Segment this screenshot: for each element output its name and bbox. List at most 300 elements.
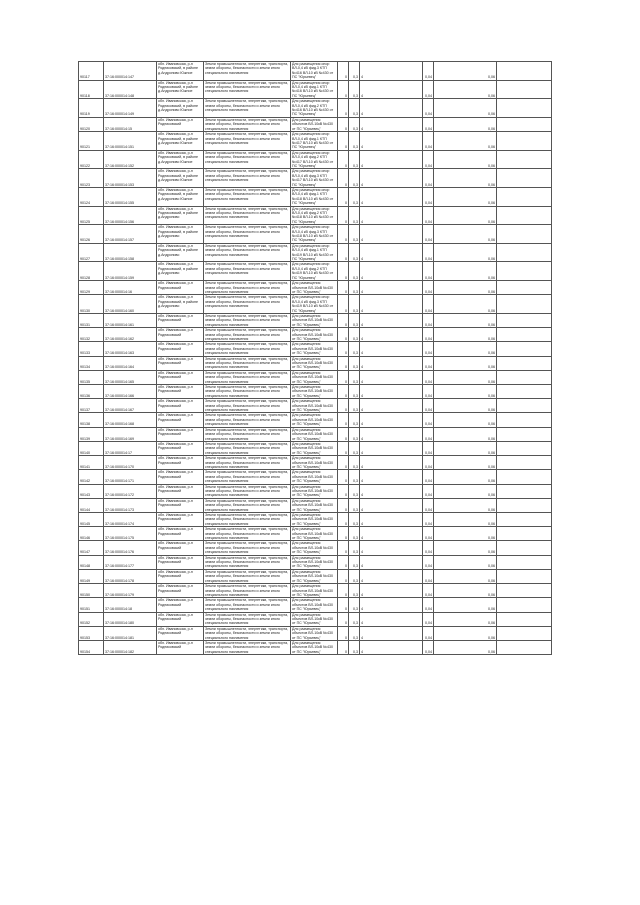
value-a-cell: 0 xyxy=(338,328,349,342)
purpose-cell: Для размещения объектов ВЛ-10кВ №430 от ПС "Юрьевец" xyxy=(291,281,338,295)
land-category-cell: Земли промышленности, энергетики, транспорта, земли обороны, безопасности и земли иного специального назначения xyxy=(204,342,291,356)
value-b-cell: 0,3 xyxy=(349,328,360,342)
value-d-cell: 0,04 xyxy=(423,498,434,512)
value-b-cell: 0,3 xyxy=(349,342,360,356)
blank-cell xyxy=(497,206,552,225)
cadastral-number-cell: 37:16:000014:176 xyxy=(104,541,157,555)
value-e-cell: 0,06 xyxy=(434,328,497,342)
cadastral-number-cell: 37:16:000014:164 xyxy=(104,356,157,370)
value-e-cell: 0,06 xyxy=(434,187,497,206)
purpose-cell: Для размещения опор ВЛ-0,4 кВ фид.2 КТП №419 ВЛ-10 кВ №430 от ПС "Юрьевец" xyxy=(291,262,338,281)
cadastral-number-cell: 37:16:000014:175 xyxy=(104,527,157,541)
value-b-cell: 0,3 xyxy=(349,612,360,626)
value-d-cell: 0,04 xyxy=(423,598,434,612)
blank-cell xyxy=(497,225,552,244)
value-b-cell: 0,3 xyxy=(349,527,360,541)
purpose-cell: Для размещения объектов ВЛ-10кВ №430 от ПС "Юрьевец" xyxy=(291,527,338,541)
land-category-cell: Земли промышленности, энергетики, транспорта, земли обороны, безопасности и земли иного специального назначения xyxy=(204,206,291,225)
value-e-cell: 0,06 xyxy=(434,150,497,169)
value-e-cell: 0,06 xyxy=(434,598,497,612)
purpose-cell: Для размещения объектов ВЛ-10кВ №430 от ПС "Юрьевец" xyxy=(291,598,338,612)
value-a-cell: 0 xyxy=(338,527,349,541)
row-number-cell: 90141 xyxy=(79,456,104,470)
value-c-cell: 4 xyxy=(360,385,423,399)
row-number-cell: 90144 xyxy=(79,498,104,512)
cadastral-number-cell: 37:16:000014:155 xyxy=(104,187,157,206)
land-category-cell: Земли промышленности, энергетики, транспорта, земли обороны, безопасности и земли иного специального назначения xyxy=(204,328,291,342)
cadastral-number-cell: 37:16:000014:170 xyxy=(104,456,157,470)
blank-cell xyxy=(497,169,552,188)
value-e-cell: 0,06 xyxy=(434,342,497,356)
value-c-cell: 4 xyxy=(360,569,423,583)
row-number-cell: 90139 xyxy=(79,427,104,441)
land-category-cell: Земли промышленности, энергетики, транспорта, земли обороны, безопасности и земли иного специального назначения xyxy=(204,612,291,626)
blank-cell xyxy=(497,80,552,99)
value-c-cell: 4 xyxy=(360,281,423,295)
cadastral-number-cell: 37:16:000014:153 xyxy=(104,169,157,188)
row-number-cell: 90137 xyxy=(79,399,104,413)
value-b-cell: 0,3 xyxy=(349,62,360,81)
table-row xyxy=(79,370,552,384)
purpose-cell: Для размещения опор ВЛ-0,4 кВ фид.1 КТП №417 ВЛ-10 кВ №430 от ПС "Юрьевец" xyxy=(291,132,338,151)
value-a-cell: 0 xyxy=(338,187,349,206)
blank-cell xyxy=(497,187,552,206)
value-d-cell: 0,04 xyxy=(423,612,434,626)
cadastral-number-cell: 37:16:000014:181 xyxy=(104,626,157,640)
value-d-cell: 0,04 xyxy=(423,541,434,555)
purpose-cell: Для размещения объектов ВЛ-10кВ №430 от ПС "Юрьевец" xyxy=(291,612,338,626)
table-row xyxy=(79,541,552,555)
value-d-cell: 0,04 xyxy=(423,413,434,427)
land-category-cell: Земли промышленности, энергетики, транспорта, земли обороны, безопасности и земли иного специального назначения xyxy=(204,356,291,370)
value-b-cell: 0,3 xyxy=(349,484,360,498)
table-row xyxy=(79,584,552,598)
value-a-cell: 0 xyxy=(338,117,349,131)
blank-cell xyxy=(497,569,552,583)
blank-cell xyxy=(497,281,552,295)
land-category-cell: Земли промышленности, энергетики, транспорта, земли обороны, безопасности и земли иного специального назначения xyxy=(204,295,291,314)
row-number-cell: 90120 xyxy=(79,117,104,131)
row-number-cell: 90128 xyxy=(79,262,104,281)
value-b-cell: 0,3 xyxy=(349,313,360,327)
value-e-cell: 0,06 xyxy=(434,640,497,654)
value-d-cell: 0,04 xyxy=(423,62,434,81)
blank-cell xyxy=(497,262,552,281)
table-row xyxy=(79,169,552,188)
land-category-cell: Земли промышленности, энергетики, транспорта, земли обороны, безопасности и земли иного специального назначения xyxy=(204,427,291,441)
value-a-cell: 0 xyxy=(338,626,349,640)
value-d-cell: 0,04 xyxy=(423,513,434,527)
purpose-cell: Для размещения объектов ВЛ-10кВ №430 от ПС "Юрьевец" xyxy=(291,356,338,370)
land-category-cell: Земли промышленности, энергетики, транспорта, земли обороны, безопасности и земли иного специального назначения xyxy=(204,262,291,281)
value-c-cell: 4 xyxy=(360,295,423,314)
address-cell: обл. Ивановская, р-н Родниковский, в районе д.Андроново Южное xyxy=(157,62,204,81)
value-a-cell: 0 xyxy=(338,281,349,295)
land-category-cell: Земли промышленности, энергетики, транспорта, земли обороны, безопасности и земли иного специального назначения xyxy=(204,370,291,384)
row-number-cell: 90121 xyxy=(79,132,104,151)
value-a-cell: 0 xyxy=(338,427,349,441)
table-row xyxy=(79,498,552,512)
table-row xyxy=(79,99,552,118)
value-d-cell: 0,04 xyxy=(423,484,434,498)
value-a-cell: 0 xyxy=(338,413,349,427)
value-d-cell: 0,04 xyxy=(423,117,434,131)
cadastral-number-cell: 37:16:000014:15 xyxy=(104,117,157,131)
address-cell: обл. Ивановская, р-н Родниковский xyxy=(157,281,204,295)
value-d-cell: 0,04 xyxy=(423,370,434,384)
value-a-cell: 0 xyxy=(338,399,349,413)
value-e-cell: 0,06 xyxy=(434,99,497,118)
register-document xyxy=(78,61,528,655)
value-b-cell: 0,3 xyxy=(349,295,360,314)
value-c-cell: 4 xyxy=(360,262,423,281)
purpose-cell: Для размещения опор ВЛ-0,4 кВ фид.1 КТП №418 ВЛ-10 кВ №430 от ПС "Юрьевец" xyxy=(291,187,338,206)
cadastral-number-cell: 37:16:000014:163 xyxy=(104,342,157,356)
table-row xyxy=(79,513,552,527)
value-e-cell: 0,06 xyxy=(434,427,497,441)
address-cell: обл. Ивановская, р-н Родниковский xyxy=(157,498,204,512)
value-a-cell: 0 xyxy=(338,262,349,281)
cadastral-number-cell: 37:16:000014:173 xyxy=(104,498,157,512)
address-cell: обл. Ивановская, р-н Родниковский xyxy=(157,569,204,583)
value-a-cell: 0 xyxy=(338,243,349,262)
cadastral-number-cell: 37:16:000014:174 xyxy=(104,513,157,527)
value-b-cell: 0,3 xyxy=(349,470,360,484)
purpose-cell: Для размещения опор ВЛ-0,4 кВ фид.3 КТП №418 ВЛ-10 кВ №430 от ПС "Юрьевец" xyxy=(291,225,338,244)
value-a-cell: 0 xyxy=(338,225,349,244)
cadastral-number-cell: 37:16:000014:165 xyxy=(104,370,157,384)
row-number-cell: 90154 xyxy=(79,640,104,654)
address-cell: обл. Ивановская, р-н Родниковский, в районе д.Андроново Южное xyxy=(157,99,204,118)
value-d-cell: 0,04 xyxy=(423,150,434,169)
blank-cell xyxy=(497,584,552,598)
row-number-cell: 90132 xyxy=(79,328,104,342)
value-d-cell: 0,04 xyxy=(423,555,434,569)
table-row xyxy=(79,626,552,640)
table-row xyxy=(79,413,552,427)
value-a-cell: 0 xyxy=(338,640,349,654)
cadastral-number-cell: 37:16:000014:148 xyxy=(104,80,157,99)
value-d-cell: 0,04 xyxy=(423,569,434,583)
value-b-cell: 0,3 xyxy=(349,640,360,654)
value-e-cell: 0,06 xyxy=(434,132,497,151)
purpose-cell: Для размещения объектов ВЛ-10кВ №430 от ПС "Юрьевец" xyxy=(291,328,338,342)
table-row xyxy=(79,427,552,441)
value-b-cell: 0,3 xyxy=(349,99,360,118)
value-b-cell: 0,3 xyxy=(349,187,360,206)
value-c-cell: 4 xyxy=(360,80,423,99)
row-number-cell: 90146 xyxy=(79,527,104,541)
address-cell: обл. Ивановская, р-н Родниковский xyxy=(157,612,204,626)
row-number-cell: 90122 xyxy=(79,150,104,169)
value-d-cell: 0,04 xyxy=(423,527,434,541)
value-c-cell: 4 xyxy=(360,150,423,169)
address-cell: обл. Ивановская, р-н Родниковский, в районе д.Андроново Южное xyxy=(157,150,204,169)
value-d-cell: 0,04 xyxy=(423,356,434,370)
land-category-cell: Земли промышленности, энергетики, транспорта, земли обороны, безопасности и земли иного специального назначения xyxy=(204,413,291,427)
purpose-cell: Для размещения объектов ВЛ-10кВ №430 от ПС "Юрьевец" xyxy=(291,117,338,131)
cadastral-number-cell: 37:16:000014:178 xyxy=(104,569,157,583)
value-e-cell: 0,06 xyxy=(434,370,497,384)
value-e-cell: 0,06 xyxy=(434,555,497,569)
table-row xyxy=(79,385,552,399)
purpose-cell: Для размещения опор ВЛ-0,4 кВ фид.3 КТП №417 ВЛ-10 кВ №430 от ПС "Юрьевец" xyxy=(291,169,338,188)
purpose-cell: Для размещения опор ВЛ-0,4 кВ фид.1 КТП №416 ВЛ-10 кВ №430 от ПС "Юрьевец" xyxy=(291,80,338,99)
value-c-cell: 4 xyxy=(360,399,423,413)
value-b-cell: 0,3 xyxy=(349,169,360,188)
table-row xyxy=(79,399,552,413)
table-row xyxy=(79,62,552,81)
blank-cell xyxy=(497,513,552,527)
row-number-cell: 90138 xyxy=(79,413,104,427)
value-b-cell: 0,3 xyxy=(349,80,360,99)
table-row xyxy=(79,243,552,262)
address-cell: обл. Ивановская, р-н Родниковский, в районе д.Андроново xyxy=(157,262,204,281)
purpose-cell: Для размещения объектов ВЛ-10кВ №430 от ПС "Юрьевец" xyxy=(291,441,338,455)
cadastral-number-cell: 37:16:000014:162 xyxy=(104,328,157,342)
address-cell: обл. Ивановская, р-н Родниковский xyxy=(157,413,204,427)
land-category-cell: Земли промышленности, энергетики, транспорта, земли обороны, безопасности и земли иного специального назначения xyxy=(204,441,291,455)
table-row xyxy=(79,456,552,470)
value-e-cell: 0,06 xyxy=(434,584,497,598)
land-category-cell: Земли промышленности, энергетики, транспорта, земли обороны, безопасности и земли иного специального назначения xyxy=(204,169,291,188)
cadastral-number-cell: 37:16:000014:167 xyxy=(104,399,157,413)
land-category-cell: Земли промышленности, энергетики, транспорта, земли обороны, безопасности и земли иного специального назначения xyxy=(204,99,291,118)
blank-cell xyxy=(497,413,552,427)
value-e-cell: 0,06 xyxy=(434,281,497,295)
address-cell: обл. Ивановская, р-н Родниковский, в районе д.Андроново xyxy=(157,295,204,314)
purpose-cell: Для размещения опор ВЛ-0,4 кВ фид.2 КТП №418 ВЛ-10 кВ №430 от ПС "Юрьевец" xyxy=(291,206,338,225)
value-a-cell: 0 xyxy=(338,169,349,188)
purpose-cell: Для размещения объектов ВЛ-10кВ №430 от ПС "Юрьевец" xyxy=(291,456,338,470)
value-e-cell: 0,06 xyxy=(434,262,497,281)
purpose-cell: Для размещения опор ВЛ-0,4 кВ фид.3 КТП №419 ВЛ-10 кВ №430 от ПС "Юрьевец" xyxy=(291,295,338,314)
value-a-cell: 0 xyxy=(338,370,349,384)
value-c-cell: 4 xyxy=(360,328,423,342)
value-b-cell: 0,3 xyxy=(349,243,360,262)
value-e-cell: 0,06 xyxy=(434,225,497,244)
value-e-cell: 0,06 xyxy=(434,484,497,498)
address-cell: обл. Ивановская, р-н Родниковский xyxy=(157,598,204,612)
value-e-cell: 0,06 xyxy=(434,169,497,188)
value-a-cell: 0 xyxy=(338,313,349,327)
land-category-cell: Земли промышленности, энергетики, транспорта, земли обороны, безопасности и земли иного специального назначения xyxy=(204,132,291,151)
value-d-cell: 0,04 xyxy=(423,206,434,225)
cadastral-number-cell: 37:16:000014:157 xyxy=(104,225,157,244)
blank-cell xyxy=(497,470,552,484)
land-category-cell: Земли промышленности, энергетики, транспорта, земли обороны, безопасности и земли иного специального назначения xyxy=(204,484,291,498)
cadastral-number-cell: 37:16:000014:149 xyxy=(104,99,157,118)
land-category-cell: Земли промышленности, энергетики, транспорта, земли обороны, безопасности и земли иного специального назначения xyxy=(204,225,291,244)
value-e-cell: 0,06 xyxy=(434,626,497,640)
blank-cell xyxy=(497,427,552,441)
purpose-cell: Для размещения опор ВЛ-0,4 кВ фид.3 КТП №416 ВЛ-10 кВ №430 от ПС "Юрьевец" xyxy=(291,62,338,81)
address-cell: обл. Ивановская, р-н Родниковский xyxy=(157,456,204,470)
value-d-cell: 0,04 xyxy=(423,187,434,206)
row-number-cell: 90150 xyxy=(79,584,104,598)
purpose-cell: Для размещения объектов ВЛ-10кВ №430 от ПС "Юрьевец" xyxy=(291,626,338,640)
value-d-cell: 0,04 xyxy=(423,584,434,598)
value-a-cell: 0 xyxy=(338,555,349,569)
value-c-cell: 4 xyxy=(360,62,423,81)
value-a-cell: 0 xyxy=(338,80,349,99)
row-number-cell: 90125 xyxy=(79,206,104,225)
value-a-cell: 0 xyxy=(338,584,349,598)
value-d-cell: 0,04 xyxy=(423,80,434,99)
value-b-cell: 0,3 xyxy=(349,385,360,399)
row-number-cell: 90148 xyxy=(79,555,104,569)
value-c-cell: 4 xyxy=(360,456,423,470)
row-number-cell: 90123 xyxy=(79,169,104,188)
value-e-cell: 0,06 xyxy=(434,313,497,327)
value-e-cell: 0,06 xyxy=(434,243,497,262)
purpose-cell: Для размещения объектов ВЛ-10кВ №430 от ПС "Юрьевец" xyxy=(291,470,338,484)
value-d-cell: 0,04 xyxy=(423,225,434,244)
address-cell: обл. Ивановская, р-н Родниковский xyxy=(157,640,204,654)
address-cell: обл. Ивановская, р-н Родниковский, в районе д.Андроново Южное xyxy=(157,169,204,188)
purpose-cell: Для размещения объектов ВЛ-10кВ №430 от ПС "Юрьевец" xyxy=(291,342,338,356)
value-b-cell: 0,3 xyxy=(349,150,360,169)
blank-cell xyxy=(497,441,552,455)
value-c-cell: 4 xyxy=(360,470,423,484)
value-a-cell: 0 xyxy=(338,206,349,225)
value-b-cell: 0,3 xyxy=(349,262,360,281)
value-d-cell: 0,04 xyxy=(423,385,434,399)
purpose-cell: Для размещения объектов ВЛ-10кВ №430 от ПС "Юрьевец" xyxy=(291,498,338,512)
row-number-cell: 90130 xyxy=(79,295,104,314)
value-b-cell: 0,3 xyxy=(349,513,360,527)
value-c-cell: 4 xyxy=(360,313,423,327)
blank-cell xyxy=(497,456,552,470)
row-number-cell: 90140 xyxy=(79,441,104,455)
row-number-cell: 90117 xyxy=(79,62,104,81)
value-c-cell: 4 xyxy=(360,243,423,262)
land-category-cell: Земли промышленности, энергетики, транспорта, земли обороны, безопасности и земли иного специального назначения xyxy=(204,187,291,206)
cadastral-number-cell: 37:16:000014:17 xyxy=(104,441,157,455)
cadastral-number-cell: 37:16:000014:166 xyxy=(104,385,157,399)
value-b-cell: 0,3 xyxy=(349,584,360,598)
value-a-cell: 0 xyxy=(338,342,349,356)
address-cell: обл. Ивановская, р-н Родниковский, в районе д.Андроново Южное xyxy=(157,132,204,151)
cadastral-number-cell: 37:16:000014:168 xyxy=(104,413,157,427)
purpose-cell: Для размещения объектов ВЛ-10кВ №430 от ПС "Юрьевец" xyxy=(291,640,338,654)
table-row xyxy=(79,356,552,370)
cadastral-number-cell: 37:16:000014:179 xyxy=(104,584,157,598)
row-number-cell: 90152 xyxy=(79,612,104,626)
cadastral-number-cell: 37:16:000014:171 xyxy=(104,470,157,484)
address-cell: обл. Ивановская, р-н Родниковский, в районе д.Андроново xyxy=(157,206,204,225)
address-cell: обл. Ивановская, р-н Родниковский xyxy=(157,513,204,527)
blank-cell xyxy=(497,62,552,81)
address-cell: обл. Ивановская, р-н Родниковский xyxy=(157,470,204,484)
blank-cell xyxy=(497,399,552,413)
row-number-cell: 90143 xyxy=(79,484,104,498)
row-number-cell: 90118 xyxy=(79,80,104,99)
value-a-cell: 0 xyxy=(338,569,349,583)
land-category-cell: Земли промышленности, энергетики, транспорта, земли обороны, безопасности и земли иного специального назначения xyxy=(204,569,291,583)
value-b-cell: 0,3 xyxy=(349,456,360,470)
row-number-cell: 90153 xyxy=(79,626,104,640)
land-category-cell: Земли промышленности, энергетики, транспорта, земли обороны, безопасности и земли иного специального назначения xyxy=(204,150,291,169)
value-c-cell: 4 xyxy=(360,598,423,612)
value-e-cell: 0,06 xyxy=(434,456,497,470)
row-number-cell: 90149 xyxy=(79,569,104,583)
value-a-cell: 0 xyxy=(338,356,349,370)
value-a-cell: 0 xyxy=(338,441,349,455)
land-category-cell: Земли промышленности, энергетики, транспорта, земли обороны, безопасности и земли иного специального назначения xyxy=(204,313,291,327)
value-b-cell: 0,3 xyxy=(349,399,360,413)
land-category-cell: Земли промышленности, энергетики, транспорта, земли обороны, безопасности и земли иного специального назначения xyxy=(204,498,291,512)
address-cell: обл. Ивановская, р-н Родниковский xyxy=(157,427,204,441)
blank-cell xyxy=(497,640,552,654)
row-number-cell: 90145 xyxy=(79,513,104,527)
cadastral-number-cell: 37:16:000014:18 xyxy=(104,598,157,612)
cadastral-number-cell: 37:16:000014:16 xyxy=(104,281,157,295)
cadastral-number-cell: 37:16:000014:159 xyxy=(104,262,157,281)
value-c-cell: 4 xyxy=(360,441,423,455)
address-cell: обл. Ивановская, р-н Родниковский xyxy=(157,441,204,455)
value-c-cell: 4 xyxy=(360,427,423,441)
table-row xyxy=(79,206,552,225)
value-b-cell: 0,3 xyxy=(349,356,360,370)
row-number-cell: 90124 xyxy=(79,187,104,206)
address-cell: обл. Ивановская, р-н Родниковский xyxy=(157,313,204,327)
land-category-cell: Земли промышленности, энергетики, транспорта, земли обороны, безопасности и земли иного специального назначения xyxy=(204,281,291,295)
value-c-cell: 4 xyxy=(360,187,423,206)
value-a-cell: 0 xyxy=(338,456,349,470)
value-c-cell: 4 xyxy=(360,169,423,188)
address-cell: обл. Ивановская, р-н Родниковский, в районе д.Андроново xyxy=(157,243,204,262)
value-c-cell: 4 xyxy=(360,99,423,118)
value-c-cell: 4 xyxy=(360,225,423,244)
land-category-cell: Земли промышленности, энергетики, транспорта, земли обороны, безопасности и земли иного специального назначения xyxy=(204,555,291,569)
value-d-cell: 0,04 xyxy=(423,427,434,441)
land-category-cell: Земли промышленности, энергетики, транспорта, земли обороны, безопасности и земли иного специального назначения xyxy=(204,80,291,99)
value-b-cell: 0,3 xyxy=(349,569,360,583)
value-d-cell: 0,04 xyxy=(423,399,434,413)
value-e-cell: 0,06 xyxy=(434,117,497,131)
cadastral-number-cell: 37:16:000014:182 xyxy=(104,640,157,654)
blank-cell xyxy=(497,385,552,399)
cadastral-number-cell: 37:16:000014:160 xyxy=(104,295,157,314)
value-d-cell: 0,04 xyxy=(423,281,434,295)
blank-cell xyxy=(497,541,552,555)
value-c-cell: 4 xyxy=(360,541,423,555)
table-row xyxy=(79,132,552,151)
value-b-cell: 0,3 xyxy=(349,413,360,427)
blank-cell xyxy=(497,313,552,327)
cadastral-number-cell: 37:16:000014:172 xyxy=(104,484,157,498)
value-b-cell: 0,3 xyxy=(349,626,360,640)
land-category-cell: Земли промышленности, энергетики, транспорта, земли обороны, безопасности и земли иного специального назначения xyxy=(204,385,291,399)
purpose-cell: Для размещения объектов ВЛ-10кВ №430 от ПС "Юрьевец" xyxy=(291,484,338,498)
value-e-cell: 0,06 xyxy=(434,569,497,583)
table-body xyxy=(79,62,552,655)
value-a-cell: 0 xyxy=(338,498,349,512)
value-c-cell: 4 xyxy=(360,584,423,598)
land-category-cell: Земли промышленности, энергетики, транспорта, земли обороны, безопасности и земли иного специального назначения xyxy=(204,527,291,541)
land-category-cell: Земли промышленности, энергетики, транспорта, земли обороны, безопасности и земли иного специального назначения xyxy=(204,584,291,598)
blank-cell xyxy=(497,527,552,541)
value-b-cell: 0,3 xyxy=(349,225,360,244)
value-d-cell: 0,04 xyxy=(423,99,434,118)
value-a-cell: 0 xyxy=(338,295,349,314)
value-e-cell: 0,06 xyxy=(434,356,497,370)
value-c-cell: 4 xyxy=(360,132,423,151)
cadastral-number-cell: 37:16:000014:158 xyxy=(104,243,157,262)
value-b-cell: 0,3 xyxy=(349,498,360,512)
cadastral-number-cell: 37:16:000014:161 xyxy=(104,313,157,327)
